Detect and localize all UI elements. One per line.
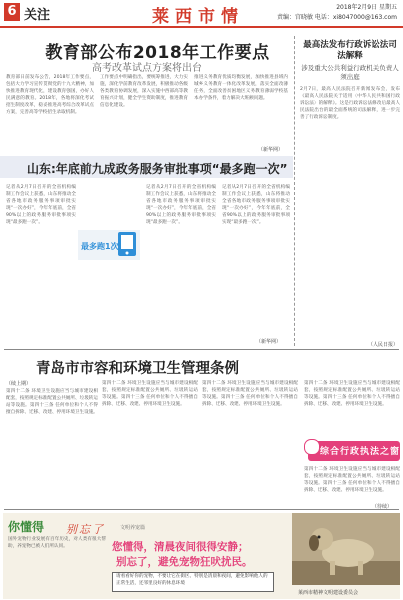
side-subheadline: 涉及重大公共利益行政机关负责人须出庭 (301, 64, 399, 81)
lead-column-3: 推进义务教育优质均衡发展，加快推进县域内城乡义务教育一体化改革发展，落实全面改薄任务，全面改善贫困地区义务教育薄弱学校基本办学条件，着力解决大班额问题。 (194, 75, 288, 101)
mid-byline: （新华网） (256, 339, 282, 345)
mid-column-1: 记者从2月7日召开的全省机构编制工作会议上获悉，山东将推动全省各地市政务服务事项审批实现“一次办好”，今年年底前，全省90%以上的政务服务审批事项实现“最多跑一次”。 (6, 185, 76, 225)
lead-headline: 教育部公布2018年工作要点 (45, 43, 270, 63)
lead-byline: （新华网） (258, 147, 284, 153)
lead-column-2: 工作要点中明确指出，要统筹推进，大力实施，深化学前教育改革发展，积极推动各级各类教育协调发展，深入实施中西部高等教育振兴计划，健全学生资助制度，推进教育信息化建设。 (100, 75, 188, 108)
bottom-column-3: 第四十二条 环境卫生设施应当与城市建设相配套，按照规定标准配置公共厕所、垃圾转运站等设施。第四十三条 任何单位和个人不得擅自拆除、迁移、改建、停用环境卫生设施。 (202, 381, 298, 407)
lead-subheadline: 高考改革试点方案将出台 (92, 63, 202, 74)
editor-contact: 责编：宫晓敏 电话：xi8047000@163.com (276, 14, 397, 21)
mid-headline: 山东:年底前九成政务服务审批事项“最多跑一次” (27, 162, 288, 176)
paper-name: 莱西市情 (152, 7, 244, 27)
mid-column-2: 记者从2月7日召开的全省机构编制工作会议上获悉，山东将推动全省各地市政务服务事项审批实现“一次办好”，今年年底前，全省90%以上的政务服务审批事项实现“最多跑一次”。 (146, 185, 216, 225)
promo-badge-icon (304, 439, 320, 455)
ad-subtitle: 文明养宠篇 (120, 525, 146, 531)
ad-headline-1: 您懂得，清晨夜间很得安静； (112, 541, 249, 553)
bottom-byline: （待续） (372, 504, 393, 510)
section-name: 关注 (24, 8, 51, 23)
ad-notice: 请看看好你的宠物，不要让它在街区、特别是清晨和夜间，避免影响他人的正常生活，还邻里良好的休息环境 (112, 572, 274, 592)
mid-column-3: 记者从2月7日召开的全省机构编制工作会议上获悉，山东将推动全省各地市政务服务事项审批实现“一次办好”，今年年底前，全省90%以上的政务服务审批事项实现“最多跑一次”。 (222, 185, 290, 225)
section-rule (4, 349, 399, 350)
lead-column-1: 教育部日前发布公告，2018年工作要点，包括大力学习宣传贯彻党的十九大精神，加快推进教育现代化，建设教育强国，办好人民满意的教育。2018年，各地将深化考试招生制度改革，稳妥推进高考综合改革试点方案，完善高等学校招生录取机制。 (6, 75, 94, 115)
bottom-section-label: （续上期） (6, 381, 32, 387)
ad-sponsor: 莱西市精神文明建设委员会 (298, 590, 359, 596)
page-number: 6 (4, 3, 20, 21)
mid-figure (78, 230, 140, 260)
ad-slogan: 别忘了 (66, 523, 105, 536)
bottom-column-4: 第四十二条 环境卫生设施应当与城市建设相配套，按照规定标准配置公共厕所、垃圾转运站等设施。第四十三条 任何单位和个人不得擅自拆除、迁移、改建、停用环境卫生设施。 (304, 381, 400, 407)
bottom-headline: 青岛市市容和环境卫生管理条例 (36, 361, 239, 377)
promo-text: 综合行政执法之窗 (320, 447, 401, 457)
ad-headline-2: 别忘了，避免宠物狂吠扰民。 (116, 556, 253, 568)
ad-body: 国外宠物行业发展有百年历史，对人类有很大帮助，养宠物已被人们所认同。 (8, 537, 106, 549)
masthead (0, 0, 403, 28)
bottom-column-5: 第四十二条 环境卫生设施应当与城市建设相配套，按照规定标准配置公共厕所、垃圾转运站等设施。第四十三条 任何单位和个人不得擅自拆除、迁移、改建、停用环境卫生设施。 (304, 467, 400, 493)
side-body: 2月7日，最高人民法院召开新闻发布会，发布《最高人民法院关于适用〈中华人民共和国行政诉讼法〉的解释》。这是行政诉讼法修改后最高人民法院出台的最全面系统的司法解释，进一步完善了行政诉讼制度。 (300, 87, 400, 120)
ad-label: 你懂得 (8, 520, 45, 534)
bottom-column-2: 第四十二条 环境卫生设施应当与城市建设相配套，按照规定标准配置公共厕所、垃圾转运站等设施。第四十三条 任何单位和个人不得擅自拆除、迁移、改建、停用环境卫生设施。 (102, 381, 198, 407)
dog-photo (292, 513, 400, 585)
side-byline: （人民日报） (368, 342, 399, 348)
figure-label: 最多跑1次 (81, 242, 119, 251)
side-headline: 最高法发布行政诉讼法司法解释 (303, 40, 397, 61)
bottom-column-1: 第四十二条 环境卫生设施应当与城市建设相配套，按照规定标准配置公共厕所、垃圾转运站等设施。第四十三条 任何单位和个人不得擅自拆除、迁移、改建、停用环境卫生设施。 (6, 389, 98, 415)
ad-rule (4, 509, 399, 510)
column-divider (294, 36, 295, 346)
issue-date: 2018年2月9日 星期五 (336, 4, 397, 11)
